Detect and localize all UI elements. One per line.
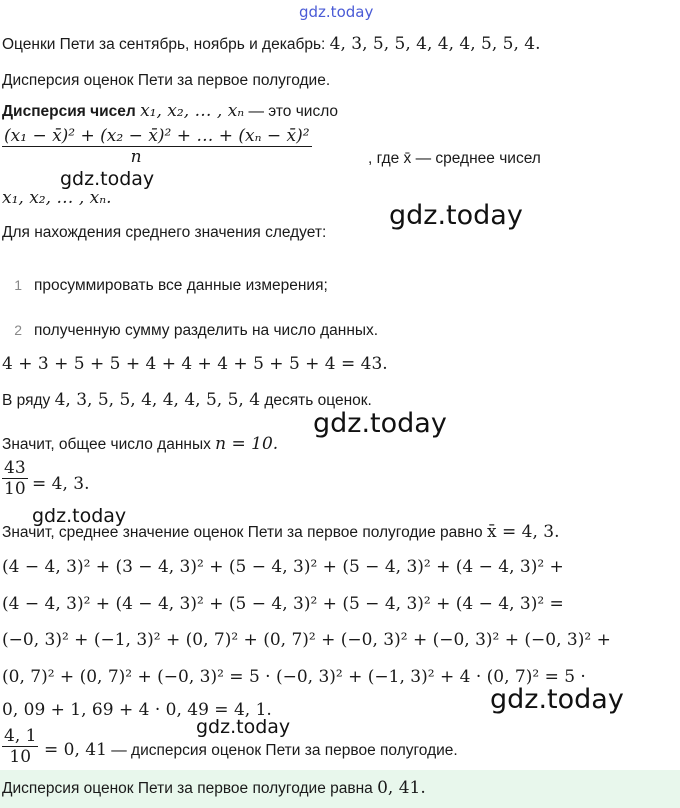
variance-line <box>44 740 458 760</box>
mean-fraction <box>2 458 28 499</box>
mean-numerator: 43 <box>4 458 26 478</box>
definition-after-fraction: , где x̄ — среднее чисел <box>368 150 541 167</box>
definition-line <box>2 101 338 121</box>
n-text: Значит, общее число данных <box>2 436 211 453</box>
mean-denominator: 10 <box>4 479 26 499</box>
variance-denominator: 10 <box>2 746 38 767</box>
watermark: gdz.today <box>490 684 624 715</box>
definition-rest: — это число <box>248 103 339 120</box>
n-line <box>2 434 278 454</box>
task-line-grades <box>2 34 541 54</box>
watermark: gdz.today <box>313 408 447 439</box>
variance-numerator: 4, 1 <box>4 726 37 746</box>
calc-line: (0, 7)² + (0, 7)² + (−0, 3)² = 5 · (−0, 3)² + (−1, 3)² + 4 · (0, 7)² = 5 · <box>2 667 586 687</box>
sum-equation: 4 + 3 + 5 + 5 + 4 + 4 + 4 + 5 + 5 + 4 = 43. <box>2 354 388 374</box>
watermark: gdz.today <box>60 168 155 190</box>
steps-list-item <box>6 277 328 295</box>
mean-result: = 4, 3. <box>32 474 90 494</box>
definition-numerator: (x₁ − x̄)² + (x₂ − x̄)² + … + (xₙ − x̄)² <box>4 126 310 146</box>
steps-intro: Для нахождения среднего значения следует: <box>2 224 327 241</box>
list-item-number: 2 <box>14 322 22 338</box>
answer-value: 0, 41. <box>377 778 426 798</box>
definition-term: Дисперсия чисел <box>2 103 136 120</box>
variance-fraction <box>2 726 38 767</box>
definition-fraction <box>2 126 312 167</box>
definition-vars: x₁, x₂, … , xₙ <box>140 101 245 121</box>
watermark: gdz.today <box>389 200 523 231</box>
task-line-question: Дисперсия оценок Пети за первое полугодие. <box>2 72 331 89</box>
row-prefix: В ряду <box>2 392 51 409</box>
steps-list-item <box>6 322 378 340</box>
answer-line <box>2 778 426 798</box>
mean-text: Значит, среднее значение оценок Пети за первое полугодие равно <box>2 524 483 541</box>
calc-line: (−0, 3)² + (−1, 3)² + (0, 7)² + (0, 7)² + (−0, 3)² + (−0, 3)² + (−0, 3)² + <box>2 630 611 650</box>
task-grades-values: 4, 3, 5, 5, 4, 4, 4, 5, 5, 4. <box>329 34 541 54</box>
list-item-text: просуммировать все данные измерения; <box>34 277 328 294</box>
definition-denominator: n <box>2 146 312 167</box>
variance-result: = 0, 41 <box>44 740 107 760</box>
mean-line <box>2 522 559 542</box>
calc-line: (4 − 4, 3)² + (3 − 4, 3)² + (5 − 4, 3)² + (5 − 4, 3)² + (4 − 4, 3)² + <box>2 557 564 577</box>
n-value: n = 10. <box>215 434 279 454</box>
calc-line: (4 − 4, 3)² + (4 − 4, 3)² + (5 − 4, 3)² + (5 − 4, 3)² + (4 − 4, 3)² = <box>2 594 564 614</box>
task-grades-label: Оценки Пети за сентябрь, ноябрь и декабрь: <box>2 36 330 53</box>
answer-text: Дисперсия оценок Пети за первое полугодие равна <box>2 780 373 797</box>
mean-value: x̄ = 4, 3. <box>486 522 560 542</box>
row-suffix: десять оценок. <box>264 392 372 409</box>
row-values: 4, 3, 5, 5, 4, 4, 4, 5, 5, 4 <box>54 390 261 410</box>
variance-text: — дисперсия оценок Пети за первое полугодие. <box>111 742 458 759</box>
watermark-top: gdz.today <box>299 3 374 21</box>
watermark: gdz.today <box>196 716 291 738</box>
list-item-number: 1 <box>14 277 22 293</box>
watermark: gdz.today <box>32 505 127 527</box>
list-item-text: полученную сумму разделить на число данных. <box>34 322 379 339</box>
definition-vars-end: x₁, x₂, … , xₙ. <box>2 188 112 208</box>
row-count-line <box>2 390 372 410</box>
calc-line: 0, 09 + 1, 69 + 4 · 0, 49 = 4, 1. <box>2 700 272 720</box>
